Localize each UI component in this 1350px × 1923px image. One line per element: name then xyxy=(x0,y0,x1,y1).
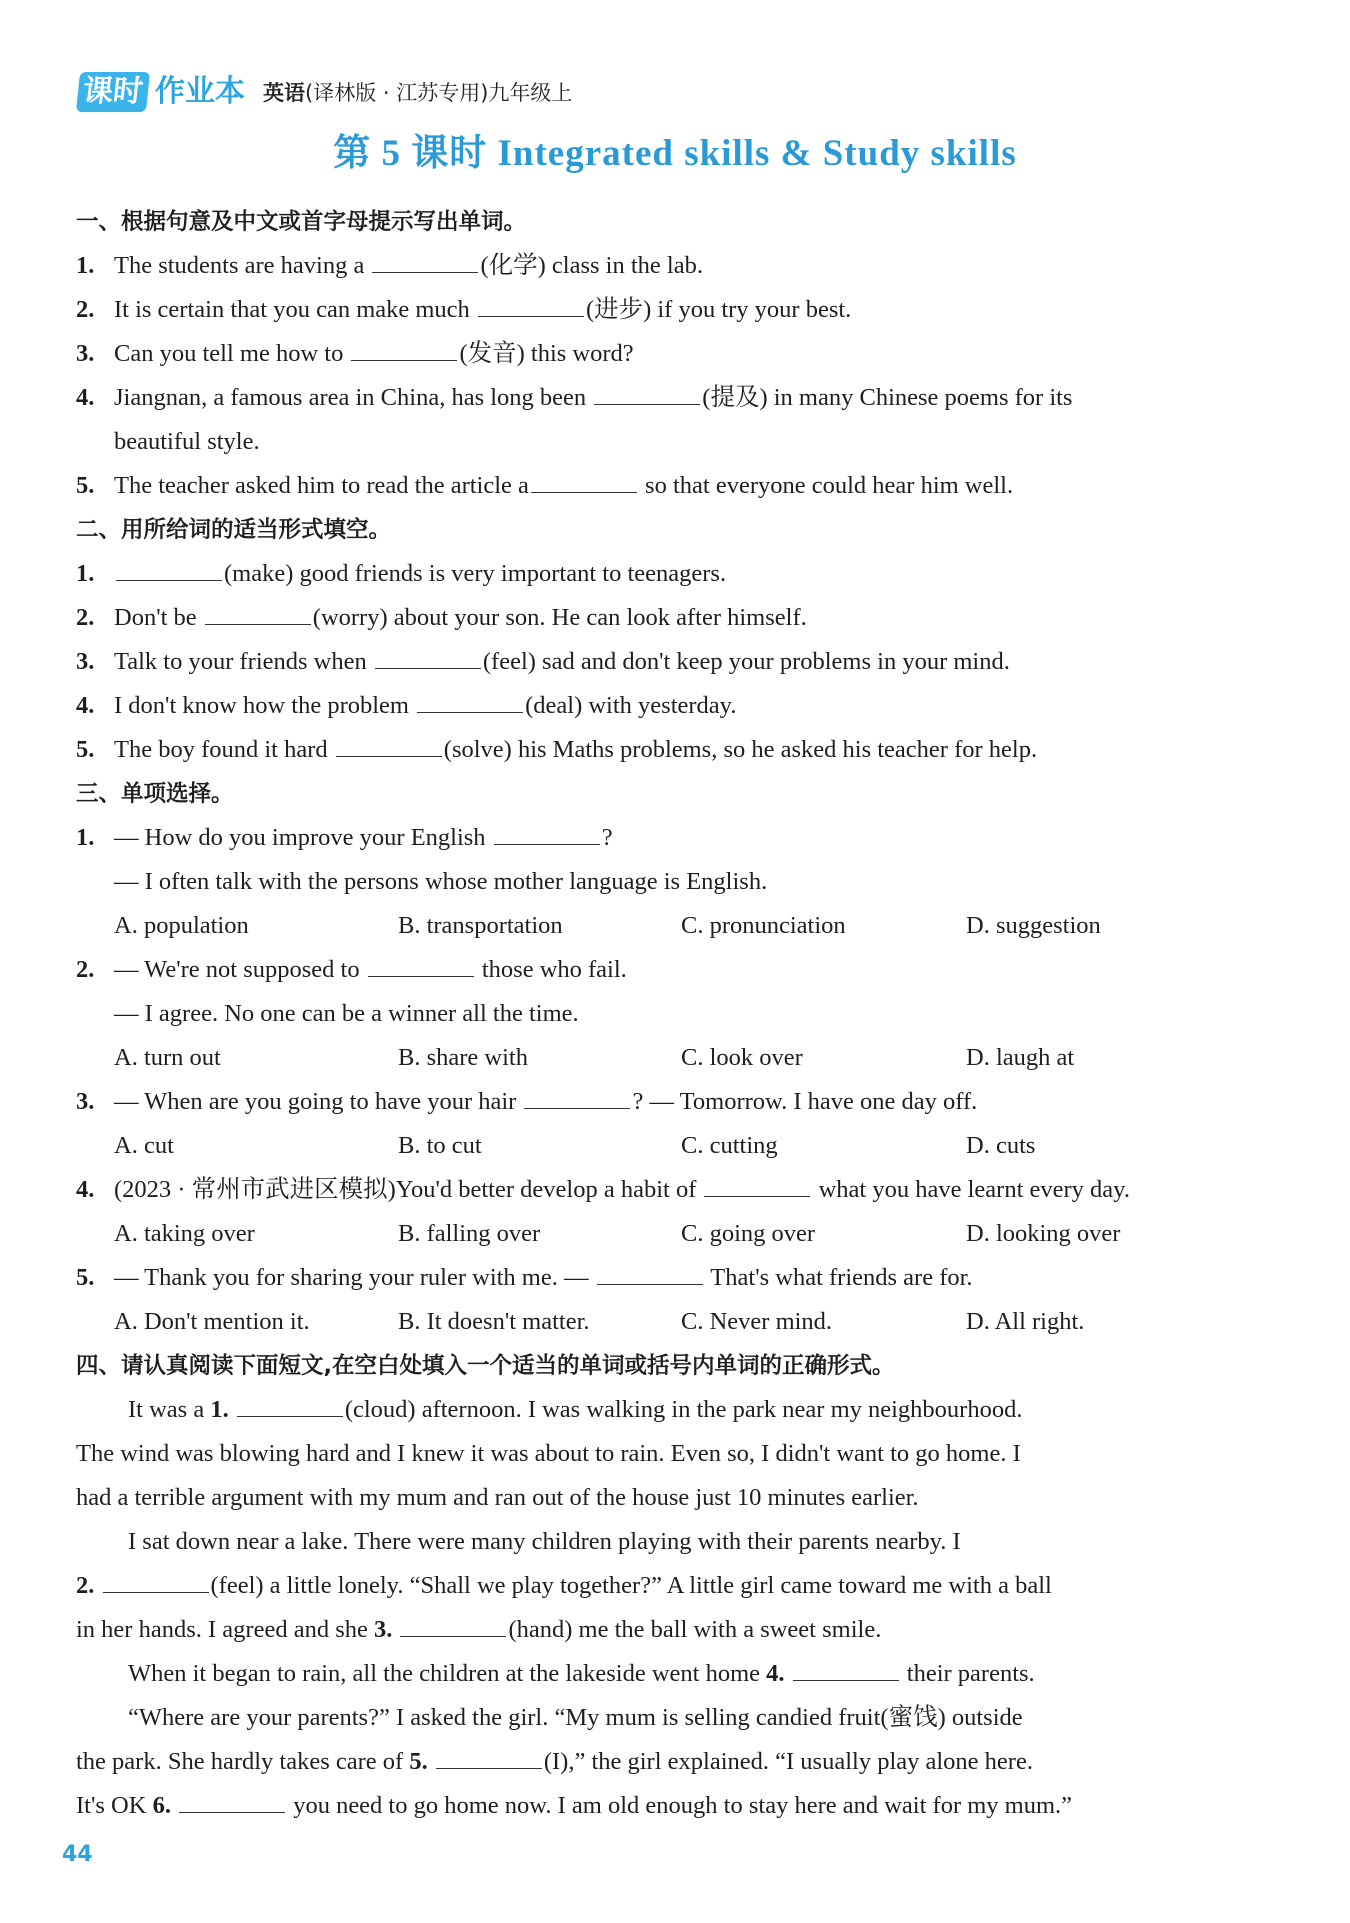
passage-line: I sat down near a lake. There were many children playing with their parents nearby. I xyxy=(128,1528,961,1555)
option-a[interactable]: A. turn out xyxy=(114,1044,221,1071)
brand-logo xyxy=(78,72,245,112)
option-c[interactable]: C. going over xyxy=(681,1220,816,1247)
option-a[interactable]: A. population xyxy=(114,912,249,939)
s2-item: 4. I don't know how the problem (deal) with yesterday. xyxy=(76,684,1276,728)
passage-line: It was a 1. (cloud) afternoon. I was walking in the park near my neighbourhood. xyxy=(76,1388,1276,1432)
passage-line: had a terrible argument with my mum and ran out of the house just 10 minutes earlier. xyxy=(76,1484,919,1511)
answer-blank[interactable] xyxy=(179,1788,285,1813)
answer-blank[interactable] xyxy=(597,1260,703,1285)
lesson-title: 第 5 课时 Integrated skills & Study skills xyxy=(333,133,1017,174)
s3-reply: — I agree. No one can be a winner all the time. xyxy=(114,1000,579,1027)
option-c[interactable]: C. look over xyxy=(681,1044,803,1071)
s3-options xyxy=(76,1124,1276,1168)
s2-item: 2. Don't be (worry) about your son. He can look after himself. xyxy=(76,596,1276,640)
section-3-heading: 三、单项选择。 xyxy=(76,781,234,807)
option-b[interactable]: B. to cut xyxy=(398,1132,482,1159)
answer-blank[interactable] xyxy=(351,336,457,361)
s3-reply: — I often talk with the persons whose mother language is English. xyxy=(114,868,768,895)
passage-line: When it began to rain, all the children at the lakeside went home 4. their parents. xyxy=(76,1652,1276,1696)
content xyxy=(76,200,1276,1828)
answer-blank[interactable] xyxy=(417,688,523,713)
option-a[interactable]: A. cut xyxy=(114,1132,174,1159)
option-d[interactable]: D. cuts xyxy=(966,1132,1036,1159)
s2-item: 1. (make) good friends is very important to teenagers. xyxy=(76,552,1276,596)
option-a[interactable]: A. Don't mention it. xyxy=(114,1308,310,1335)
option-c[interactable]: C. cutting xyxy=(681,1132,778,1159)
s1-item: 2. It is certain that you can make much (进步) if you try your best. xyxy=(76,288,1276,332)
logo-box: 课时 xyxy=(76,72,150,112)
section-2-heading: 二、用所给词的适当形式填空。 xyxy=(76,517,392,543)
section-1-heading: 一、根据句意及中文或首字母提示写出单词。 xyxy=(76,209,527,235)
s1-item: 5. The teacher asked him to read the article a so that everyone could hear him well. xyxy=(76,464,1276,508)
option-d[interactable]: D. laugh at xyxy=(966,1044,1075,1071)
s3-question: 1. — How do you improve your English ? xyxy=(76,816,1276,860)
answer-blank[interactable] xyxy=(400,1612,506,1637)
s3-question: 3. — When are you going to have your hair ? — Tomorrow. I have one day off. xyxy=(76,1080,1276,1124)
passage-line: the park. She hardly takes care of 5. (I),” the girl explained. “I usually play alone here. xyxy=(76,1740,1276,1784)
answer-blank[interactable] xyxy=(336,732,442,757)
s1-item-continuation: beautiful style. xyxy=(114,428,260,455)
answer-blank[interactable] xyxy=(436,1744,542,1769)
logo-text: 作业本 xyxy=(155,74,245,109)
passage-line: It's OK 6. you need to go home now. I am old enough to stay here and wait for my mum.” xyxy=(76,1784,1276,1828)
s3-options xyxy=(76,904,1276,948)
s3-question: 2. — We're not supposed to those who fail. xyxy=(76,948,1276,992)
s1-item: 1. The students are having a (化学) class in the lab. xyxy=(76,244,1276,288)
subject-bold: 英语 xyxy=(263,81,305,105)
answer-blank[interactable] xyxy=(237,1392,343,1417)
option-b[interactable]: B. transportation xyxy=(398,912,563,939)
answer-blank[interactable] xyxy=(368,952,474,977)
answer-blank[interactable] xyxy=(116,556,222,581)
answer-blank[interactable] xyxy=(372,248,478,273)
answer-blank[interactable] xyxy=(704,1172,810,1197)
option-d[interactable]: D. All right. xyxy=(966,1308,1085,1335)
option-b[interactable]: B. share with xyxy=(398,1044,528,1071)
answer-blank[interactable] xyxy=(793,1656,899,1681)
s2-item: 3. Talk to your friends when (feel) sad and don't keep your problems in your mind. xyxy=(76,640,1276,684)
section-4-heading: 四、请认真阅读下面短文,在空白处填入一个适当的单词或括号内单词的正确形式。 xyxy=(76,1353,895,1379)
s1-item: 4. Jiangnan, a famous area in China, has long been (提及) in many Chinese poems for its xyxy=(76,376,1276,420)
s3-options xyxy=(76,1036,1276,1080)
s3-question: 5. — Thank you for sharing your ruler with me. — That's what friends are for. xyxy=(76,1256,1276,1300)
answer-blank[interactable] xyxy=(478,292,584,317)
s1-item: 3. Can you tell me how to (发音) this word? xyxy=(76,332,1276,376)
s3-options xyxy=(76,1300,1276,1344)
answer-blank[interactable] xyxy=(103,1568,209,1593)
s3-question: 4. (2023 · 常州市武进区模拟)You'd better develop a habit of what you have learnt every day. xyxy=(76,1168,1276,1212)
option-d[interactable]: D. suggestion xyxy=(966,912,1101,939)
passage-line: in her hands. I agreed and she 3. (hand) me the ball with a sweet smile. xyxy=(76,1608,1276,1652)
answer-blank[interactable] xyxy=(524,1084,630,1109)
s3-options xyxy=(76,1212,1276,1256)
option-a[interactable]: A. taking over xyxy=(114,1220,255,1247)
header xyxy=(78,62,572,112)
passage-line: 2. (feel) a little lonely. “Shall we play together?” A little girl came toward me with a ball xyxy=(76,1564,1276,1608)
answer-blank[interactable] xyxy=(594,380,700,405)
option-d[interactable]: D. looking over xyxy=(966,1220,1121,1247)
answer-blank[interactable] xyxy=(375,644,481,669)
answer-blank[interactable] xyxy=(205,600,311,625)
answer-blank[interactable] xyxy=(494,820,600,845)
s2-item: 5. The boy found it hard (solve) his Maths problems, so he asked his teacher for help. xyxy=(76,728,1276,772)
passage-line: “Where are your parents?” I asked the girl. “My mum is selling candied fruit(蜜饯) outside xyxy=(128,1704,1023,1731)
option-c[interactable]: C. pronunciation xyxy=(681,912,846,939)
option-b[interactable]: B. falling over xyxy=(398,1220,541,1247)
subject-label xyxy=(263,74,572,112)
answer-blank[interactable] xyxy=(531,468,637,493)
page-number: 44 xyxy=(62,1842,93,1867)
option-c[interactable]: C. Never mind. xyxy=(681,1308,833,1335)
subject-rest: (译林版 · 江苏专用)九年级上 xyxy=(305,81,573,105)
passage-line: The wind was blowing hard and I knew it was about to rain. Even so, I didn't want to go home. I xyxy=(76,1440,1021,1467)
option-b[interactable]: B. It doesn't matter. xyxy=(398,1308,590,1335)
